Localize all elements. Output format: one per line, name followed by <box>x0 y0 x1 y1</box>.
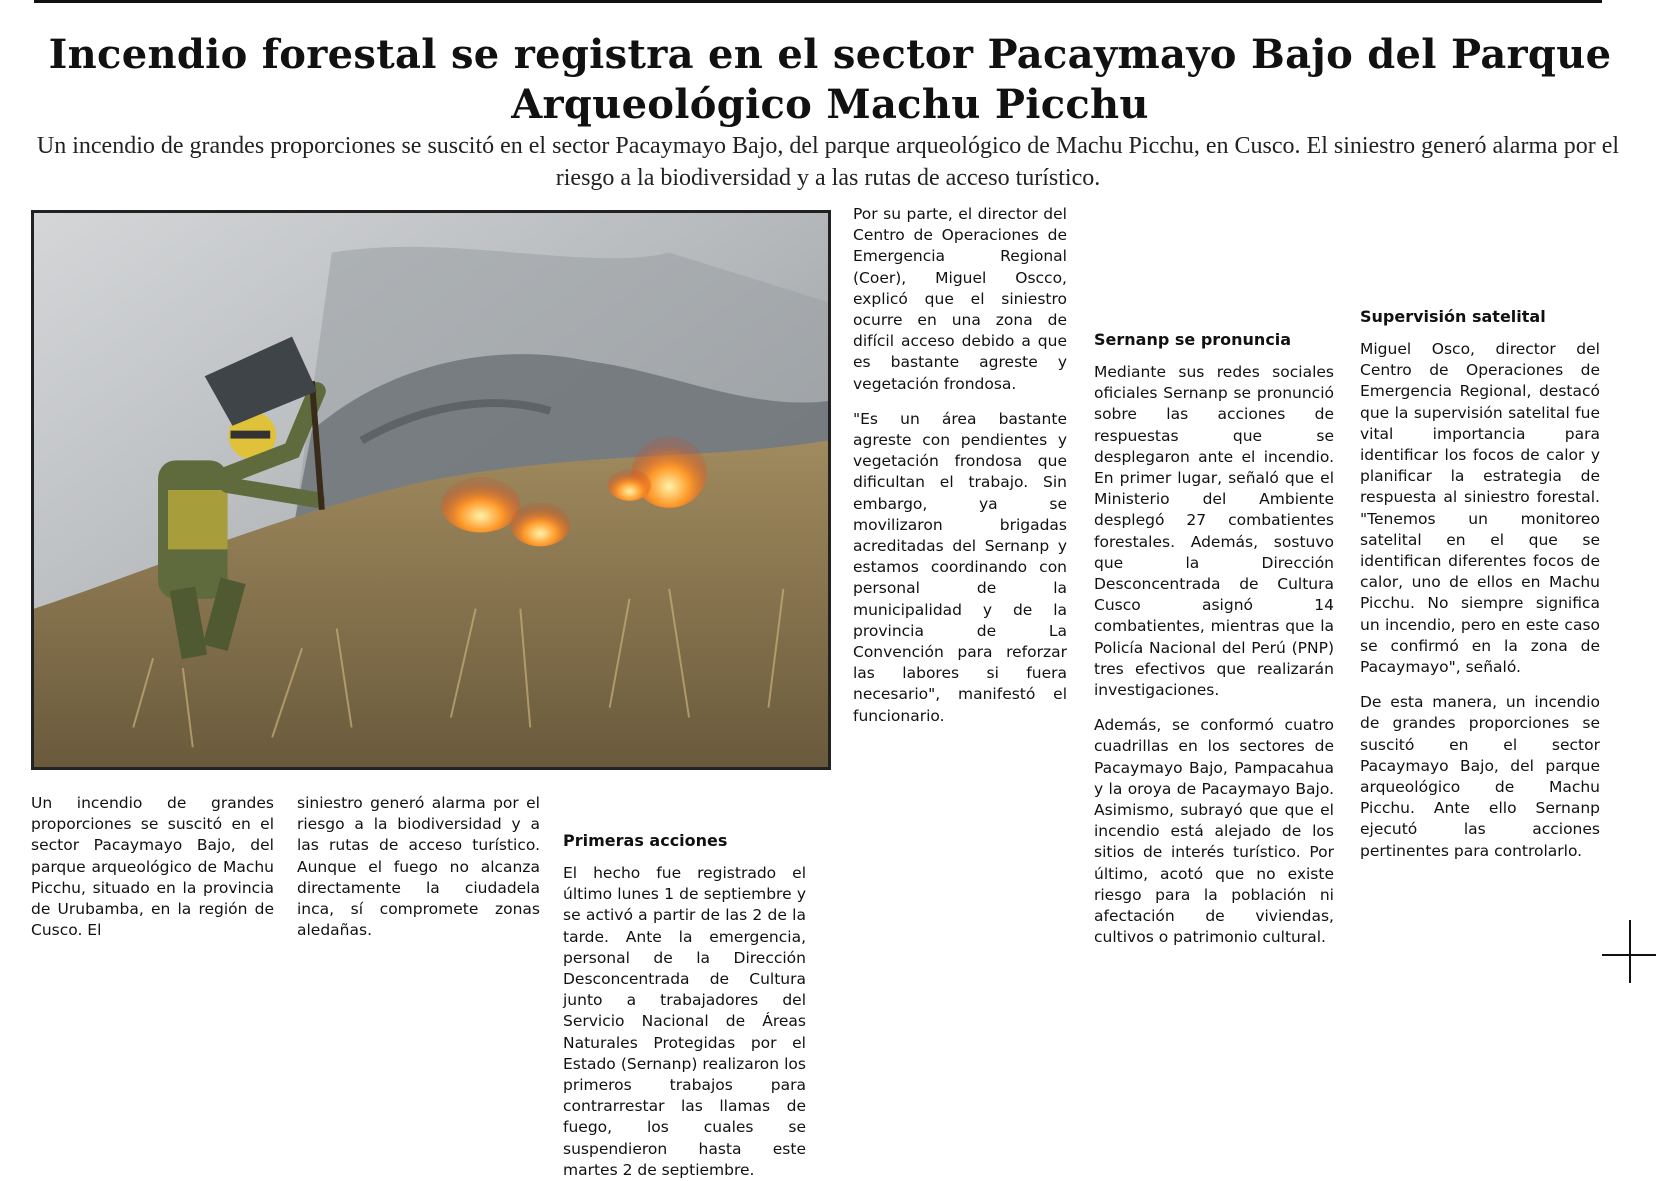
section-heading-sernanp: Sernanp se pronuncia <box>1094 330 1292 349</box>
quote-paragraph: "Es un área bastante agreste con pendientes y vegetación frondosa que dificultan el trabajo. Sin embargo, ya se movilizaron brigadas acreditadas del Sernanp y estamos coordinando con personal de la municipalidad y de la provincia de La Convención para reforzar las labores si fuera necesario", manifestó el funcionario. <box>853 409 1067 725</box>
paragraph: Mediante sus redes sociales oficiales Sernanp se pronunció sobre las acciones de respuestas que se desplegaron ante el incendio. En primer lugar, señaló que el Ministerio del Ambiente desplegó 27 combatientes forestales. Además, sostuvo que la Dirección Desconcentrada de Cultura Cusco asignó 14 combatientes, mientras que la Policía Nacional del Perú (PNP) tres efectivos que realizarán investigaciones. <box>1094 363 1334 700</box>
crop-mark-vertical <box>1629 920 1631 983</box>
photo-illustration <box>34 213 828 767</box>
headline: Incendio forestal se registra en el sector Pacaymayo Bajo del Parque Arqueológico Machu Picchu <box>48 31 1612 128</box>
section-heading-supervision-satelital: Supervisión satelital <box>1360 307 1546 326</box>
paragraph: Un incendio de grandes proporciones se suscitó en el sector Pacaymayo Bajo, del parque arqueológico de Machu Picchu, situado en la provincia de Urubamba, en la región de Cusco. El <box>31 794 274 940</box>
section-heading-primeras-acciones: Primeras acciones <box>563 831 728 850</box>
text-column-4 <box>853 204 1067 727</box>
flame-4 <box>608 469 652 501</box>
paragraph: Además, se conformó cuatro cuadrillas en los sectores de Pacaymayo Bajo, Pampacahua y la oroya de Pacaymayo Bajo. Asimismo, subrayó que que el incendio está alejado de los sitios de interés turístico. Por último, acotó que no existe riesgo para la población ni afectación de viviendas, cultivos o patrimonio cultural. <box>1094 716 1334 947</box>
flame-2 <box>510 503 570 547</box>
flame-1 <box>441 477 520 532</box>
text-column-1 <box>31 793 274 941</box>
wildfire-firefighter-photo <box>31 210 831 770</box>
paragraph: El hecho fue registrado el último lunes 1 de septiembre y se activó a partir de las 2 de la tarde. Ante la emergencia, personal de la Dirección Desconcentrada de Cultura junto a trabajadores del Servicio Nacional de Áreas Naturales Protegidas por el Estado (Sernanp) realizaron los primeros trabajos para contrarrestar las llamas de fuego, los cuales se suspendieron hasta este martes 2 de septiembre. <box>563 864 806 1179</box>
text-column-5 <box>1094 330 1334 948</box>
top-rule <box>34 0 1602 3</box>
text-column-6 <box>1360 307 1600 862</box>
paragraph: Miguel Osco, director del Centro de Operaciones de Emergencia Regional, destacó que la supervisión satelital fue vital importancia para identificar los focos de calor y planificar la estrategia de respuesta al siniestro forestal. "Tenemos un monitoreo satelital en el que se identifican diferentes focos de calor, uno de ellos en Machu Picchu. No siempre significa un incendio, pero en este caso se confirmó en la zona de Pacaymayo", señaló. <box>1360 340 1600 677</box>
paragraph: siniestro generó alarma por el riesgo a la biodiversidad y a las rutas de acceso turístico. Aunque el fuego no alcanza directamente la ciudadela inca, sí compromete zonas aledañas. <box>297 794 540 940</box>
paragraph: Por su parte, el director del Centro de Operaciones de Emergencia Regional (Coer), Miguel Oscco, explicó que el siniestro ocurre en una zona de difícil acceso debido a que es bastante agreste y vegetación frondosa. <box>853 205 1067 393</box>
lead-paragraph: Un incendio de grandes proporciones se suscitó en el sector Pacaymayo Bajo, del parque arqueológico de Machu Picchu, en Cusco. El siniestro generó alarma por el riesgo a la biodiversidad y a las rutas de acceso turístico. <box>36 133 1620 191</box>
text-column-3 <box>563 831 806 1181</box>
text-column-2 <box>297 793 540 941</box>
paragraph: De esta manera, un incendio de grandes proporciones se suscitó en el sector Pacaymayo Bajo, del parque arqueológico de Machu Picchu. Ante ello Sernanp ejecutó las acciones pertinentes para controlarlo. <box>1360 693 1600 860</box>
